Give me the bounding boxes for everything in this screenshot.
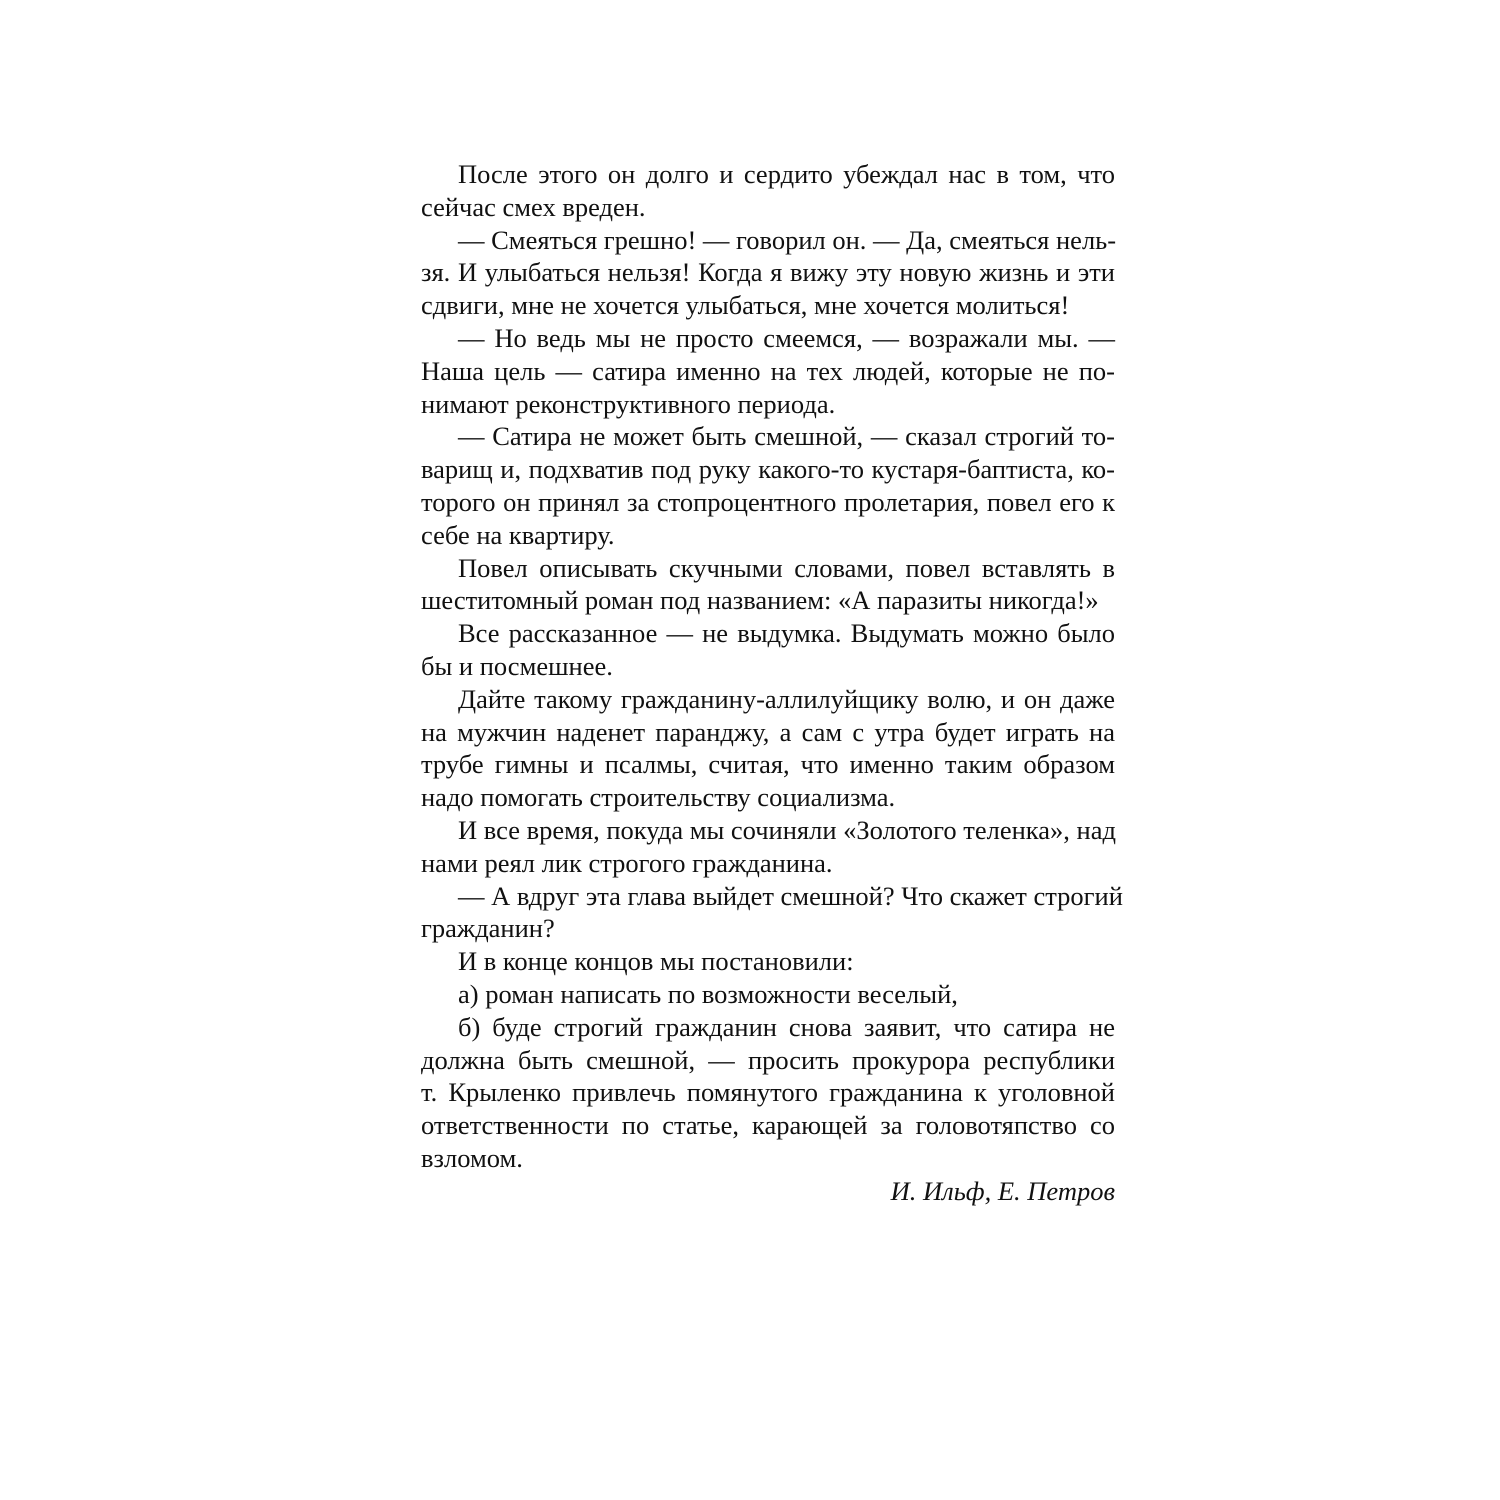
text-line: взломом.	[421, 1142, 523, 1173]
text-line: сдвиги, мне не хочется улыбаться, мне хочется молиться!	[421, 290, 1070, 321]
text-line: варищ и, подхватив под руку какого-то кустаря-баптиста, ко-	[421, 454, 1115, 485]
text-line: — А вдруг эта глава выйдет смешной? Что скажет строгий	[458, 880, 1123, 911]
text-line: ответственности по статье, карающей за головотяпство со	[421, 1110, 1115, 1141]
text-line: а) роман написать по возможности веселый,	[458, 978, 958, 1009]
text-line: нами реял лик строгого гражданина.	[421, 847, 833, 878]
text-line: т. Крыленко привлечь помянутого гражданина к уголовной	[421, 1077, 1115, 1108]
text-line: должна быть смешной, — просить прокурора республики	[421, 1044, 1115, 1075]
text-line: трубе гимны и псалмы, считая, что именно таким образом	[421, 749, 1115, 780]
text-line: зя. И улыбаться нельзя! Когда я вижу эту новую жизнь и эти	[421, 257, 1115, 288]
text-line: — Сатира не может быть смешной, — сказал строгий то-	[458, 421, 1115, 452]
text-line: Все рассказанное — не выдумка. Выдумать можно было	[458, 618, 1115, 649]
text-line: сейчас смех вреден.	[421, 191, 646, 222]
text-line: нимают реконструктивного периода.	[421, 388, 836, 419]
text-line: б) буде строгий гражданин снова заявит, что сатира не	[458, 1011, 1115, 1042]
text-line: торого он принял за стопроцентного пролетария, повел его к	[421, 486, 1115, 517]
text-line: бы и посмешнее.	[421, 650, 613, 681]
text-line: И все время, покуда мы сочиняли «Золотого теленка», над	[458, 814, 1116, 845]
text-line: Дайте такому гражданину-аллилуйщику волю, и он даже	[458, 683, 1115, 714]
text-line: Наша цель — сатира именно на тех людей, которые не по-	[421, 355, 1115, 386]
text-line: гражданин?	[421, 913, 555, 944]
page-text	[421, 158, 1123, 1208]
text-line: После этого он долго и сердито убеждал нас в том, что	[458, 159, 1115, 189]
author-signature: И. Ильф, Е. Петров	[890, 1175, 1115, 1206]
text-line: на мужчин наденет паранджу, а сам с утра будет играть на	[421, 716, 1115, 747]
text-line: надо помогать строительству социализма.	[421, 782, 896, 813]
text-line: — Смеяться грешно! — говорил он. — Да, смеяться нель-	[458, 224, 1117, 255]
text-line: себе на квартиру.	[421, 519, 615, 550]
text-line: И в конце концов мы постановили:	[458, 946, 854, 977]
text-line: — Но ведь мы не просто смеемся, — возражали мы. —	[458, 322, 1115, 353]
text-line: шеститомный роман под названием: «А паразиты никогда!»	[421, 585, 1099, 616]
text-line: Повел описывать скучными словами, повел вставлять в	[458, 552, 1115, 583]
